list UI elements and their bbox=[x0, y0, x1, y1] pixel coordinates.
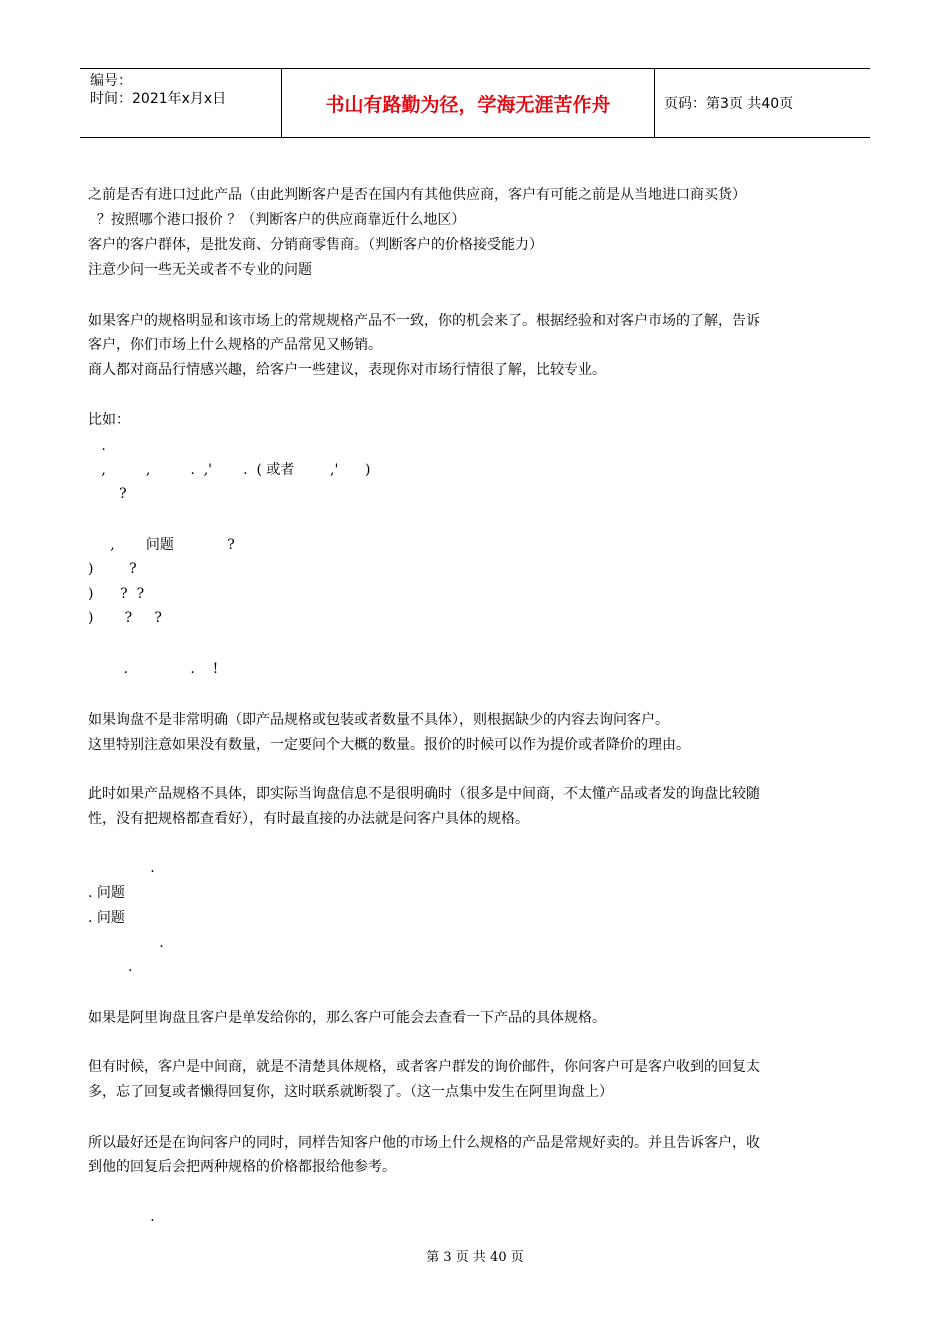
body-line: 客户，你们市场上什么规格的产品常见又畅销。 bbox=[88, 337, 382, 353]
body-line: 到他的回复后会把两种规格的价格都报给他参考。 bbox=[88, 1159, 396, 1175]
body-line: 如果客户的规格明显和该市场上的常规规格产品不一致，你的机会来了。根据经验和对客户市场的了解，告诉 bbox=[88, 313, 760, 329]
body-line: . bbox=[88, 959, 133, 975]
body-line: 之前是否有进口过此产品（由此判断客户是否在国内有其他供应商，客户有可能之前是从当地进口商买货） bbox=[88, 187, 746, 203]
body-line: 多，忘了回复或者懒得回复你，这时联系就断裂了。（这一点集中发生在阿里询盘上） bbox=[88, 1084, 613, 1100]
body-line: ？按照哪个港口报价 ？（判断客户的供应商靠近什么地区） bbox=[88, 212, 466, 228]
body-line: 比如： bbox=[88, 412, 130, 428]
body-line: . bbox=[88, 860, 155, 876]
body-line: ) ? ? bbox=[88, 586, 145, 602]
body-line: 商人都对商品行情感兴趣，给客户一些建议，表现你对市场行情很了解，比较专业。 bbox=[88, 362, 606, 378]
document-time-label: 时间：2021年x月x日 bbox=[90, 91, 227, 107]
body-line: 所以最好还是在询问客户的同时，同样告知客户他的市场上什么规格的产品是常规好卖的。并且告诉客户，收 bbox=[88, 1135, 760, 1151]
body-line: , 问题 ? bbox=[88, 537, 235, 553]
header-motto: 书山有路勤为径，学海无涯苦作舟 bbox=[281, 69, 655, 137]
body-line: . bbox=[88, 438, 106, 454]
header-meta bbox=[80, 69, 281, 137]
body-line: ) ? bbox=[88, 561, 137, 577]
body-line: . bbox=[88, 1209, 155, 1225]
body-line: 此时如果产品规格不具体，即实际当询盘信息不是很明确时（很多是中间商，不太懂产品或者发的询盘比较随 bbox=[88, 786, 760, 802]
body-line: 但有时候，客户是中间商，就是不清楚具体规格，或者客户群发的询价邮件，你问客户可是客户收到的回复太 bbox=[88, 1059, 760, 1075]
body-line: . 问题 bbox=[88, 910, 125, 926]
page-footer: 第 3 页 共 40 页 bbox=[426, 1250, 524, 1265]
body-line: . bbox=[88, 935, 164, 951]
body-line: 客户的客户群体，是批发商、分销商零售商。（判断客户的价格接受能力） bbox=[88, 237, 543, 253]
body-line: . . ! bbox=[88, 661, 219, 677]
header-page-label: 页码：第3页 共40页 bbox=[664, 96, 794, 112]
document-number-label: 编号： bbox=[90, 73, 132, 89]
body-line: 如果询盘不是非常明确（即产品规格或包装或者数量不具体），则根据缺少的内容去询问客户。 bbox=[88, 712, 669, 728]
body-line: , , . ,' . ( 或者 ,' ) bbox=[88, 462, 371, 478]
body-line: ) ? ? bbox=[88, 610, 162, 626]
body-line: 性，没有把规格都查看好），有时最直接的办法就是问客户具体的规格。 bbox=[88, 811, 529, 827]
body-line: 注意少问一些无关或者不专业的问题 bbox=[88, 262, 312, 278]
body-line: . 问题 bbox=[88, 885, 125, 901]
body-line: 如果是阿里询盘且客户是单发给你的，那么客户可能会去查看一下产品的具体规格。 bbox=[88, 1010, 606, 1026]
body-line: ? bbox=[88, 486, 127, 502]
page-header bbox=[80, 68, 870, 138]
body-line: 这里特别注意如果没有数量，一定要问个大概的数量。报价的时候可以作为提价或者降价的理由。 bbox=[88, 737, 690, 753]
